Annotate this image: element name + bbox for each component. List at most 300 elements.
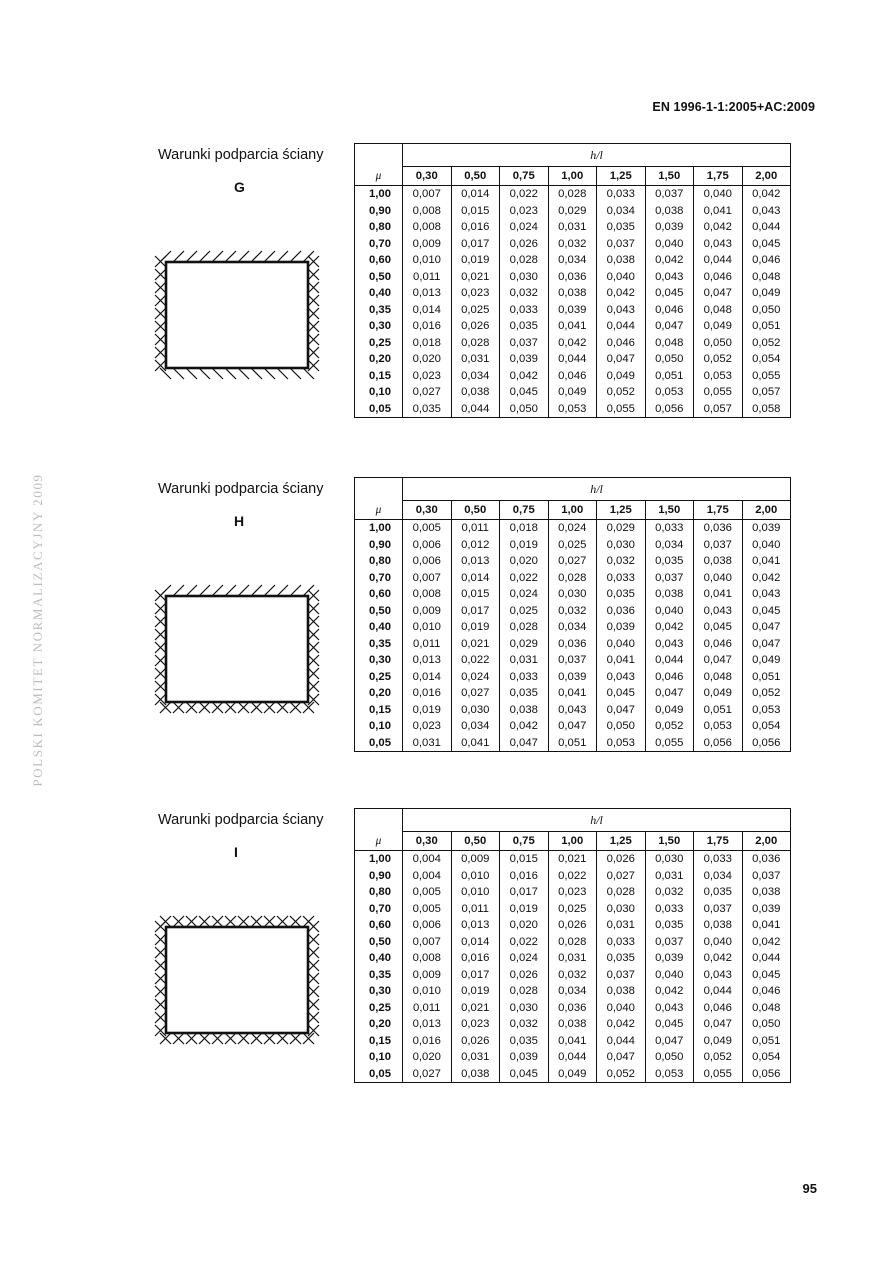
table-cell: 0,011: [403, 269, 452, 286]
table-cell: 0,015: [451, 203, 500, 220]
hatch-line: [173, 368, 184, 379]
column-header: 2,00: [742, 167, 791, 186]
table-row: [355, 285, 791, 302]
table-cell: 0,023: [403, 368, 452, 385]
table-cell: 0,047: [694, 1016, 743, 1033]
column-header: 1,25: [597, 167, 646, 186]
table-cell: 0,045: [742, 967, 791, 984]
table-cell: 0,032: [645, 884, 694, 901]
table-row: [355, 702, 791, 719]
table-cell: 0,038: [451, 384, 500, 401]
hatch-line: [251, 585, 262, 596]
row-header-mu: 0,80: [355, 884, 403, 901]
table-row: [355, 603, 791, 620]
table-cell: 0,053: [645, 384, 694, 401]
table-cell: 0,051: [742, 318, 791, 335]
table-cell: 0,046: [742, 252, 791, 269]
table-cell: 0,011: [403, 1000, 452, 1017]
table-cell: 0,004: [403, 851, 452, 868]
table-cell: 0,043: [694, 603, 743, 620]
column-header: 0,30: [403, 167, 452, 186]
table-cell: 0,030: [645, 851, 694, 868]
row-header-mu: 0,60: [355, 917, 403, 934]
table-cell: 0,015: [451, 586, 500, 603]
table-cell: 0,054: [742, 718, 791, 735]
table-corner-cell: [355, 478, 403, 501]
mu-header: μ: [355, 501, 403, 520]
table-row: [355, 950, 791, 967]
table-cell: 0,008: [403, 219, 452, 236]
table-cell: 0,049: [694, 1033, 743, 1050]
table-cell: 0,031: [645, 868, 694, 885]
hatch-line: [160, 368, 171, 379]
table-cell: 0,043: [645, 636, 694, 653]
table-cell: 0,039: [500, 1049, 549, 1066]
table-cell: 0,036: [742, 851, 791, 868]
table-row: [355, 636, 791, 653]
table-cell: 0,043: [645, 269, 694, 286]
table-cell: 0,023: [500, 203, 549, 220]
row-header-mu: 0,90: [355, 537, 403, 554]
hatch-line: [290, 368, 301, 379]
table-row: [355, 553, 791, 570]
table-cell: 0,043: [694, 236, 743, 253]
table-cell: 0,004: [403, 868, 452, 885]
table-cell: 0,019: [451, 252, 500, 269]
table-cell: 0,030: [548, 586, 597, 603]
table-cell: 0,030: [451, 702, 500, 719]
table-cell: 0,057: [742, 384, 791, 401]
table-row: [355, 219, 791, 236]
table-cell: 0,014: [403, 302, 452, 319]
table-row: [355, 735, 791, 752]
table-cell: 0,024: [548, 520, 597, 537]
support-condition-label: Warunki podparcia ściany: [158, 481, 324, 497]
table-cell: 0,056: [742, 1066, 791, 1083]
table-cell: 0,031: [451, 1049, 500, 1066]
hatch-line: [238, 368, 249, 379]
table-cell: 0,042: [548, 335, 597, 352]
table-cell: 0,049: [548, 384, 597, 401]
table-cell: 0,038: [645, 203, 694, 220]
table-cell: 0,032: [500, 285, 549, 302]
table-cell: 0,041: [451, 735, 500, 752]
table-cell: 0,011: [451, 520, 500, 537]
table-cell: 0,038: [451, 1066, 500, 1083]
table-cell: 0,049: [694, 685, 743, 702]
column-header: 1,00: [548, 167, 597, 186]
table-cell: 0,035: [597, 219, 646, 236]
table-cell: 0,042: [645, 619, 694, 636]
row-header-mu: 0,25: [355, 1000, 403, 1017]
table-row: [355, 335, 791, 352]
watermark: POLSKI KOMITET NORMALIZACYJNY 2009: [30, 473, 45, 787]
table-cell: 0,042: [645, 252, 694, 269]
row-header-mu: 0,10: [355, 384, 403, 401]
table-cell: 0,011: [403, 636, 452, 653]
hatch-line: [264, 585, 275, 596]
table-cell: 0,005: [403, 884, 452, 901]
table-cell: 0,044: [694, 983, 743, 1000]
case-letter: I: [234, 844, 238, 860]
wall-support-diagram: [148, 238, 328, 388]
table-cell: 0,025: [548, 901, 597, 918]
table-cell: 0,037: [548, 652, 597, 669]
table-cell: 0,028: [597, 884, 646, 901]
row-header-mu: 0,40: [355, 950, 403, 967]
column-header: 1,50: [645, 167, 694, 186]
table-cell: 0,037: [645, 186, 694, 203]
table-cell: 0,019: [451, 619, 500, 636]
table-cell: 0,035: [645, 917, 694, 934]
row-header-mu: 0,35: [355, 302, 403, 319]
table-row: [355, 685, 791, 702]
hatch-line: [212, 368, 223, 379]
row-header-mu: 0,90: [355, 203, 403, 220]
wall-diagram-svg: [148, 238, 328, 383]
table-cell: 0,036: [548, 636, 597, 653]
table-cell: 0,035: [403, 401, 452, 418]
hatch-line: [212, 585, 223, 596]
table-cell: 0,015: [500, 851, 549, 868]
hatch-line: [264, 368, 275, 379]
table-cell: 0,007: [403, 570, 452, 587]
table-cell: 0,040: [742, 537, 791, 554]
row-header-mu: 0,50: [355, 603, 403, 620]
table-cell: 0,031: [403, 735, 452, 752]
wall-support-diagram: [148, 572, 328, 722]
table-cell: 0,013: [403, 652, 452, 669]
table-cell: 0,052: [694, 351, 743, 368]
table-cell: 0,043: [597, 302, 646, 319]
table-cell: 0,037: [694, 901, 743, 918]
table-cell: 0,047: [645, 1033, 694, 1050]
table-cell: 0,033: [597, 934, 646, 951]
table-cell: 0,022: [500, 186, 549, 203]
row-header-mu: 0,20: [355, 1016, 403, 1033]
row-header-mu: 1,00: [355, 520, 403, 537]
table-cell: 0,041: [742, 917, 791, 934]
table-cell: 0,014: [451, 570, 500, 587]
table-cell: 0,047: [597, 351, 646, 368]
row-header-mu: 0,70: [355, 570, 403, 587]
table-cell: 0,035: [645, 553, 694, 570]
table-cell: 0,037: [694, 537, 743, 554]
table-cell: 0,035: [597, 586, 646, 603]
table-cell: 0,016: [451, 950, 500, 967]
table-cell: 0,029: [548, 203, 597, 220]
table-cell: 0,046: [742, 983, 791, 1000]
table-cell: 0,040: [645, 603, 694, 620]
table-cell: 0,036: [694, 520, 743, 537]
table-cell: 0,038: [597, 983, 646, 1000]
table-cell: 0,009: [403, 967, 452, 984]
table-cell: 0,017: [451, 967, 500, 984]
row-header-mu: 1,00: [355, 851, 403, 868]
hl-ratio-header: h/l: [403, 809, 791, 832]
table-cell: 0,044: [451, 401, 500, 418]
table-cell: 0,047: [500, 735, 549, 752]
table-cell: 0,042: [597, 1016, 646, 1033]
hatch-line: [186, 368, 197, 379]
table-cell: 0,019: [500, 901, 549, 918]
row-header-mu: 0,25: [355, 669, 403, 686]
table-cell: 0,047: [548, 718, 597, 735]
table-cell: 0,024: [451, 669, 500, 686]
hl-ratio-header: h/l: [403, 144, 791, 167]
hatch-line: [199, 585, 210, 596]
hatch-line: [290, 585, 301, 596]
row-header-mu: 0,05: [355, 401, 403, 418]
table-cell: 0,035: [500, 1033, 549, 1050]
table-cell: 0,033: [500, 302, 549, 319]
table-cell: 0,020: [500, 917, 549, 934]
row-header-mu: 0,60: [355, 586, 403, 603]
table-cell: 0,053: [694, 368, 743, 385]
coefficient-table: [354, 477, 791, 752]
table-cell: 0,012: [451, 537, 500, 554]
table-cell: 0,006: [403, 553, 452, 570]
table-cell: 0,007: [403, 186, 452, 203]
table-cell: 0,023: [548, 884, 597, 901]
table-cell: 0,055: [694, 384, 743, 401]
table-cell: 0,036: [548, 269, 597, 286]
table-cell: 0,009: [403, 603, 452, 620]
table-cell: 0,049: [694, 318, 743, 335]
table-cell: 0,049: [645, 702, 694, 719]
table-row: [355, 269, 791, 286]
table-cell: 0,049: [742, 652, 791, 669]
table-cell: 0,025: [451, 302, 500, 319]
table-cell: 0,044: [742, 219, 791, 236]
hatch-line: [277, 251, 288, 262]
row-header-mu: 0,70: [355, 236, 403, 253]
table-cell: 0,044: [742, 950, 791, 967]
table-cell: 0,031: [548, 950, 597, 967]
table-cell: 0,014: [451, 186, 500, 203]
table-cell: 0,036: [597, 603, 646, 620]
table-cell: 0,046: [694, 1000, 743, 1017]
table-cell: 0,029: [597, 520, 646, 537]
table-cell: 0,042: [500, 718, 549, 735]
table-cell: 0,040: [645, 236, 694, 253]
table-cell: 0,054: [742, 351, 791, 368]
table-cell: 0,041: [597, 652, 646, 669]
table-cell: 0,028: [548, 934, 597, 951]
hatch-line: [277, 368, 288, 379]
table-cell: 0,024: [500, 219, 549, 236]
table-cell: 0,019: [403, 702, 452, 719]
coefficient-table: [354, 808, 791, 1083]
table-cell: 0,031: [597, 917, 646, 934]
table-cell: 0,023: [403, 718, 452, 735]
table-cell: 0,048: [742, 1000, 791, 1017]
table-cell: 0,038: [742, 884, 791, 901]
table-cell: 0,041: [548, 318, 597, 335]
table-cell: 0,039: [597, 619, 646, 636]
table-cell: 0,055: [645, 735, 694, 752]
table-row: [355, 384, 791, 401]
table-cell: 0,034: [451, 718, 500, 735]
table-cell: 0,009: [451, 851, 500, 868]
table-cell: 0,050: [645, 1049, 694, 1066]
table-cell: 0,047: [597, 702, 646, 719]
table-cell: 0,024: [500, 950, 549, 967]
table-row: [355, 934, 791, 951]
row-header-mu: 0,10: [355, 1049, 403, 1066]
table-cell: 0,022: [500, 570, 549, 587]
table-cell: 0,016: [451, 219, 500, 236]
row-header-mu: 0,70: [355, 901, 403, 918]
table-cell: 0,031: [500, 652, 549, 669]
table-cell: 0,040: [694, 570, 743, 587]
table-cell: 0,043: [645, 1000, 694, 1017]
table-cell: 0,037: [597, 967, 646, 984]
hatch-line: [277, 585, 288, 596]
table-cell: 0,057: [694, 401, 743, 418]
table-cell: 0,042: [694, 219, 743, 236]
table-cell: 0,017: [451, 603, 500, 620]
table-cell: 0,052: [742, 685, 791, 702]
table-cell: 0,043: [548, 702, 597, 719]
table-cell: 0,028: [500, 252, 549, 269]
column-header: 0,30: [403, 832, 452, 851]
table-cell: 0,019: [500, 537, 549, 554]
table-cell: 0,042: [597, 285, 646, 302]
table-cell: 0,008: [403, 586, 452, 603]
row-header-mu: 0,05: [355, 735, 403, 752]
row-header-mu: 0,60: [355, 252, 403, 269]
table-cell: 0,028: [548, 186, 597, 203]
table-corner-cell: [355, 144, 403, 167]
table-cell: 0,052: [597, 384, 646, 401]
table-cell: 0,037: [500, 335, 549, 352]
table-cell: 0,033: [645, 520, 694, 537]
table-cell: 0,042: [742, 934, 791, 951]
row-header-mu: 0,30: [355, 318, 403, 335]
table-cell: 0,044: [548, 351, 597, 368]
table-cell: 0,040: [597, 269, 646, 286]
table-cell: 0,010: [451, 868, 500, 885]
mu-header: μ: [355, 167, 403, 186]
table-cell: 0,040: [597, 636, 646, 653]
table-cell: 0,045: [742, 236, 791, 253]
hatch-line: [212, 251, 223, 262]
table-cell: 0,052: [742, 335, 791, 352]
hatch-line: [173, 251, 184, 262]
table-row: [355, 186, 791, 203]
table-cell: 0,055: [597, 401, 646, 418]
table-cell: 0,037: [597, 236, 646, 253]
table-cell: 0,056: [694, 735, 743, 752]
table-row: [355, 868, 791, 885]
table-cell: 0,051: [694, 702, 743, 719]
row-header-mu: 0,50: [355, 269, 403, 286]
table-cell: 0,016: [500, 868, 549, 885]
table-cell: 0,056: [742, 735, 791, 752]
table-cell: 0,041: [548, 1033, 597, 1050]
table-cell: 0,034: [548, 252, 597, 269]
table-cell: 0,046: [694, 636, 743, 653]
hatch-line: [186, 585, 197, 596]
support-condition-section-g: [0, 143, 893, 443]
table-cell: 0,039: [742, 901, 791, 918]
table-cell: 0,014: [451, 934, 500, 951]
table-cell: 0,053: [694, 718, 743, 735]
table-cell: 0,048: [742, 269, 791, 286]
table-cell: 0,044: [597, 1033, 646, 1050]
table-cell: 0,025: [548, 537, 597, 554]
table-row: [355, 652, 791, 669]
table-cell: 0,034: [548, 983, 597, 1000]
wall-panel: [166, 262, 308, 368]
column-header: 0,75: [500, 501, 549, 520]
hatch-line: [173, 585, 184, 596]
table-cell: 0,026: [500, 967, 549, 984]
table-row: [355, 252, 791, 269]
row-header-mu: 0,15: [355, 368, 403, 385]
table-row: [355, 203, 791, 220]
table-cell: 0,043: [597, 669, 646, 686]
table-cell: 0,033: [645, 901, 694, 918]
row-header-mu: 0,50: [355, 934, 403, 951]
table-cell: 0,050: [645, 351, 694, 368]
table-cell: 0,047: [645, 318, 694, 335]
table-cell: 0,007: [403, 934, 452, 951]
hatch-line: [225, 585, 236, 596]
table-cell: 0,038: [645, 586, 694, 603]
table-cell: 0,027: [403, 384, 452, 401]
table-cell: 0,016: [403, 685, 452, 702]
hatch-line: [225, 251, 236, 262]
table-cell: 0,040: [694, 934, 743, 951]
table-cell: 0,013: [403, 285, 452, 302]
row-header-mu: 0,20: [355, 685, 403, 702]
table-cell: 0,035: [597, 950, 646, 967]
support-condition-section-i: [0, 808, 893, 1108]
hatch-line: [186, 251, 197, 262]
table-row: [355, 351, 791, 368]
table-cell: 0,021: [451, 636, 500, 653]
table-cell: 0,046: [645, 669, 694, 686]
column-header: 2,00: [742, 501, 791, 520]
table-cell: 0,051: [548, 735, 597, 752]
table-cell: 0,008: [403, 203, 452, 220]
case-letter: H: [234, 513, 245, 529]
table-cell: 0,050: [742, 302, 791, 319]
table-cell: 0,045: [500, 1066, 549, 1083]
table-cell: 0,016: [403, 318, 452, 335]
table-cell: 0,021: [548, 851, 597, 868]
table-cell: 0,041: [694, 586, 743, 603]
hatch-line: [199, 251, 210, 262]
table-cell: 0,025: [500, 603, 549, 620]
table-row: [355, 368, 791, 385]
table-cell: 0,033: [597, 570, 646, 587]
table-row: [355, 1000, 791, 1017]
table-cell: 0,035: [694, 884, 743, 901]
wall-diagram-svg: [148, 903, 328, 1048]
table-cell: 0,050: [694, 335, 743, 352]
table-cell: 0,030: [597, 537, 646, 554]
wall-panel: [166, 927, 308, 1033]
mu-header: μ: [355, 832, 403, 851]
table-cell: 0,052: [694, 1049, 743, 1066]
table-cell: 0,041: [742, 553, 791, 570]
table-cell: 0,026: [548, 917, 597, 934]
support-condition-label: Warunki podparcia ściany: [158, 147, 324, 163]
table-row: [355, 570, 791, 587]
